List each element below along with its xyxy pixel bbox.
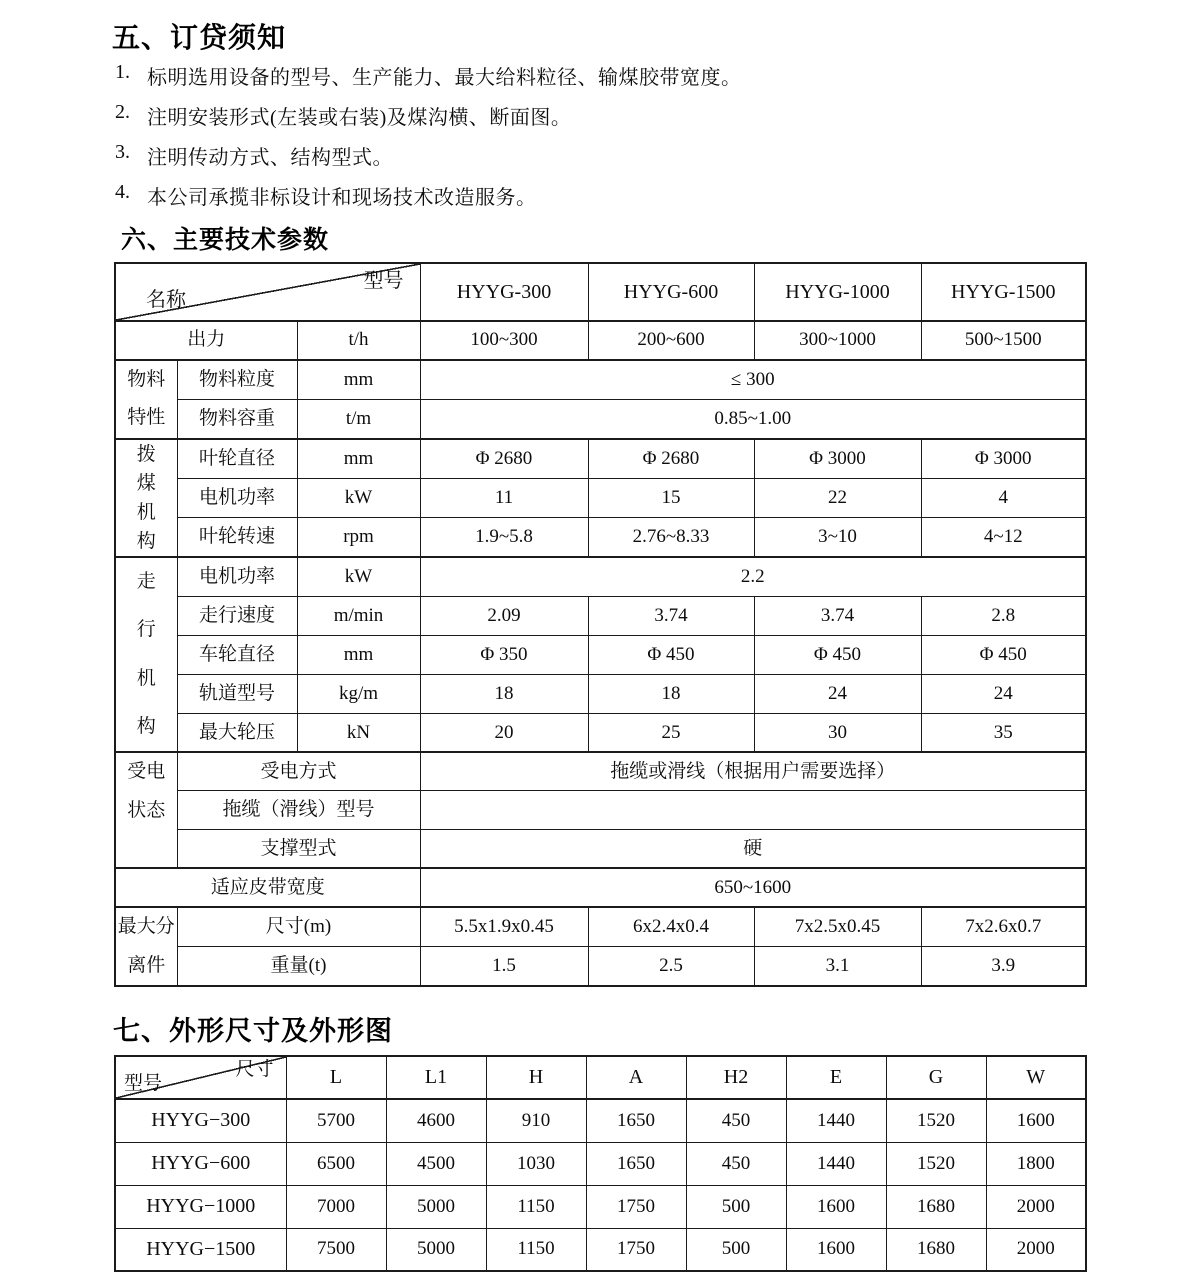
dim-row	[115, 1185, 1086, 1228]
value-cell: 30	[754, 713, 921, 752]
dim-value-cell: 7500	[286, 1228, 386, 1271]
tech-row	[115, 557, 1086, 596]
tech-row	[115, 596, 1086, 635]
dimensions-table	[114, 1055, 1087, 1272]
value-cell: Φ 2680	[588, 439, 754, 478]
value-cell: 24	[921, 674, 1086, 713]
section5-title: 五、订贷须知	[112, 22, 287, 53]
param-label-cell: 尺寸(m)	[177, 907, 420, 947]
dim-value-cell: 5700	[286, 1099, 386, 1142]
dim-value-cell: 2000	[986, 1185, 1086, 1228]
unit-cell: mm	[297, 360, 420, 400]
value-cell: 3~10	[754, 518, 921, 557]
corner-cell	[115, 1056, 286, 1099]
note-text: 注明安装形式(左装或右装)及煤沟横、断面图。	[147, 107, 572, 129]
dim-value-cell: 1600	[786, 1185, 886, 1228]
merged-value-cell: ≤ 300	[420, 360, 1086, 400]
tech-row	[115, 518, 1086, 557]
dim-value-cell: 450	[686, 1142, 786, 1185]
value-cell: 22	[754, 478, 921, 517]
group-label-line: 机	[136, 667, 156, 689]
tech-row	[115, 674, 1086, 713]
value-cell: 18	[420, 674, 588, 713]
param-label-cell: 电机功率	[177, 478, 297, 517]
tech-params-table	[114, 262, 1087, 987]
value-cell: Φ 2680	[420, 439, 588, 478]
dim-value-cell: 1440	[786, 1099, 886, 1142]
unit-cell: t/h	[297, 321, 420, 360]
value-cell: 1.9~5.8	[420, 518, 588, 557]
value-cell: 300~1000	[754, 321, 921, 360]
dim-header-cell: A	[586, 1056, 686, 1099]
tech-row	[115, 635, 1086, 674]
dim-value-cell: 7000	[286, 1185, 386, 1228]
merged-value-cell: 拖缆或滑线（根据用户需要选择）	[420, 752, 1086, 791]
dim-value-cell: 1750	[586, 1228, 686, 1271]
model-header-cell: HYYG-300	[420, 263, 588, 321]
value-cell: 15	[588, 478, 754, 517]
tech-row	[115, 868, 1086, 907]
param-label-cell: 物料粒度	[177, 360, 297, 400]
value-cell: 7x2.5x0.45	[754, 907, 921, 947]
unit-cell: kW	[297, 478, 420, 517]
dim-value-cell: 1800	[986, 1142, 1086, 1185]
unit-cell: rpm	[297, 518, 420, 557]
dim-value-cell: 2000	[986, 1228, 1086, 1271]
section7-title: 七、外形尺寸及外形图	[113, 1016, 393, 1046]
merged-value-cell: 650~1600	[420, 868, 1086, 907]
dim-value-cell: 1440	[786, 1142, 886, 1185]
dim-value-cell: 4500	[386, 1142, 486, 1185]
value-cell: 2.76~8.33	[588, 518, 754, 557]
group-label-line: 行	[136, 619, 156, 641]
dim-value-cell: 1600	[786, 1228, 886, 1271]
tech-row	[115, 947, 1086, 987]
corner-bottom-label: 型号	[124, 1073, 163, 1095]
value-cell: 3.9	[921, 947, 1086, 987]
tech-row	[115, 439, 1086, 478]
value-cell: 3.1	[754, 947, 921, 987]
group-cell	[115, 557, 177, 752]
group-label-stack	[116, 908, 177, 985]
dim-value-cell: 1150	[486, 1228, 586, 1271]
group-cell	[115, 752, 177, 868]
note-text: 本公司承揽非标设计和现场技术改造服务。	[147, 187, 537, 209]
note-text: 注明传动方式、结构型式。	[147, 147, 393, 169]
order-note-item	[115, 141, 1015, 169]
value-cell: Φ 450	[588, 635, 754, 674]
model-header-cell: HYYG-1500	[921, 263, 1086, 321]
unit-cell: mm	[297, 439, 420, 478]
unit-cell: kW	[297, 557, 420, 596]
tech-row	[115, 791, 1086, 830]
value-cell: 24	[754, 674, 921, 713]
unit-cell: m/min	[297, 596, 420, 635]
value-cell: 6x2.4x0.4	[588, 907, 754, 947]
dim-header-cell: H2	[686, 1056, 786, 1099]
group-label-line: 构	[136, 715, 156, 737]
model-header-cell: HYYG-600	[588, 263, 754, 321]
tech-row	[115, 399, 1086, 439]
group-label-stack	[116, 440, 177, 556]
unit-cell: mm	[297, 635, 420, 674]
value-cell: 1.5	[420, 947, 588, 987]
param-label-cell: 最大轮压	[177, 713, 297, 752]
dim-header-cell: L1	[386, 1056, 486, 1099]
tech-row	[115, 360, 1086, 400]
dim-value-cell: 1150	[486, 1185, 586, 1228]
note-text: 标明选用设备的型号、生产能力、最大给料粒径、输煤胶带宽度。	[147, 67, 742, 89]
value-cell: 4~12	[921, 518, 1086, 557]
group-label-line: 特性	[127, 407, 166, 429]
param-label-cell: 叶轮转速	[177, 518, 297, 557]
note-number: 1.	[115, 61, 130, 83]
corner-top-label: 型号	[363, 270, 404, 292]
value-cell: 2.8	[921, 596, 1086, 635]
group-label-stack	[116, 753, 177, 830]
value-cell: 5.5x1.9x0.45	[420, 907, 588, 947]
dim-value-cell: 1650	[586, 1099, 686, 1142]
dim-value-cell: 1520	[886, 1099, 986, 1142]
note-number: 3.	[115, 141, 130, 163]
order-note-item	[115, 61, 1015, 89]
value-cell: 11	[420, 478, 588, 517]
dim-header-cell: L	[286, 1056, 386, 1099]
model-cell: HYYG−1500	[115, 1228, 286, 1271]
value-cell: 2.09	[420, 596, 588, 635]
dim-header-cell: E	[786, 1056, 886, 1099]
note-number: 2.	[115, 101, 130, 123]
tech-row	[115, 478, 1086, 517]
value-cell: 18	[588, 674, 754, 713]
order-note-item	[115, 101, 1015, 129]
value-cell: 20	[420, 713, 588, 752]
dim-row	[115, 1142, 1086, 1185]
value-cell: 3.74	[754, 596, 921, 635]
dim-value-cell: 5000	[386, 1228, 486, 1271]
order-note-item	[115, 181, 1015, 209]
dim-value-cell: 1680	[886, 1228, 986, 1271]
dim-value-cell: 1600	[986, 1099, 1086, 1142]
group-cell	[115, 439, 177, 557]
unit-cell: kN	[297, 713, 420, 752]
param-label-cell: 重量(t)	[177, 947, 420, 987]
group-label-line: 受电	[127, 761, 166, 783]
dim-value-cell: 4600	[386, 1099, 486, 1142]
tech-row	[115, 713, 1086, 752]
group-label-line: 机	[136, 502, 156, 524]
value-cell: Φ 450	[921, 635, 1086, 674]
value-cell: 100~300	[420, 321, 588, 360]
unit-cell: t/m	[297, 399, 420, 439]
merged-value-cell: 2.2	[420, 557, 1086, 596]
value-cell: 35	[921, 713, 1086, 752]
group-label-line: 拨	[136, 444, 156, 466]
group-label-line: 最大分	[117, 916, 175, 938]
merged-value-cell: 0.85~1.00	[420, 399, 1086, 439]
group-label-line: 状态	[127, 799, 166, 821]
group-label-line: 走	[136, 571, 156, 593]
param-label-cell: 走行速度	[177, 596, 297, 635]
dim-value-cell: 1030	[486, 1142, 586, 1185]
dim-header-cell: W	[986, 1056, 1086, 1099]
value-cell: Φ 3000	[921, 439, 1086, 478]
dim-value-cell: 1680	[886, 1185, 986, 1228]
group-label-stack	[116, 361, 177, 438]
corner-cell	[115, 263, 420, 321]
group-label-stack	[116, 558, 177, 751]
param-label-cell: 适应皮带宽度	[115, 868, 420, 907]
tech-row	[115, 830, 1086, 869]
corner-bottom-label: 名称	[146, 289, 186, 311]
dim-value-cell: 5000	[386, 1185, 486, 1228]
dim-header-cell: G	[886, 1056, 986, 1099]
dim-value-cell: 1750	[586, 1185, 686, 1228]
section6-title: 六、主要技术参数	[121, 226, 330, 254]
dim-value-cell: 910	[486, 1099, 586, 1142]
merged-value-cell	[420, 791, 1086, 830]
param-label-cell: 电机功率	[177, 557, 297, 596]
group-label-line: 煤	[136, 473, 156, 495]
dim-value-cell: 1650	[586, 1142, 686, 1185]
group-cell	[115, 907, 177, 986]
param-label-cell: 出力	[115, 321, 297, 360]
model-cell: HYYG−300	[115, 1099, 286, 1142]
param-label-cell: 支撑型式	[177, 830, 420, 869]
value-cell: 200~600	[588, 321, 754, 360]
param-label-cell: 轨道型号	[177, 674, 297, 713]
order-notes-list	[115, 61, 1015, 221]
value-cell: 25	[588, 713, 754, 752]
value-cell: 2.5	[588, 947, 754, 987]
dim-value-cell: 500	[686, 1228, 786, 1271]
param-label-cell: 受电方式	[177, 752, 420, 791]
value-cell: Φ 3000	[754, 439, 921, 478]
value-cell: 4	[921, 478, 1086, 517]
note-number: 4.	[115, 181, 130, 203]
dim-header-row	[115, 1056, 1086, 1099]
model-cell: HYYG−1000	[115, 1185, 286, 1228]
dim-row	[115, 1228, 1086, 1271]
value-cell: Φ 350	[420, 635, 588, 674]
corner-top-label: 尺寸	[235, 1059, 274, 1080]
group-label-line: 物料	[127, 368, 166, 390]
dim-header-cell: H	[486, 1056, 586, 1099]
value-cell: 3.74	[588, 596, 754, 635]
param-label-cell: 拖缆（滑线）型号	[177, 791, 420, 830]
value-cell: Φ 450	[754, 635, 921, 674]
tech-row	[115, 907, 1086, 947]
dim-row	[115, 1099, 1086, 1142]
group-label-line: 构	[136, 531, 156, 553]
group-cell	[115, 360, 177, 439]
tech-header-row	[115, 263, 1086, 321]
param-label-cell: 车轮直径	[177, 635, 297, 674]
value-cell: 500~1500	[921, 321, 1086, 360]
param-label-cell: 物料容重	[177, 399, 297, 439]
model-cell: HYYG−600	[115, 1142, 286, 1185]
dim-value-cell: 6500	[286, 1142, 386, 1185]
value-cell: 7x2.6x0.7	[921, 907, 1086, 947]
param-label-cell: 叶轮直径	[177, 439, 297, 478]
dim-value-cell: 1520	[886, 1142, 986, 1185]
merged-value-cell: 硬	[420, 830, 1086, 869]
tech-row	[115, 321, 1086, 360]
dim-value-cell: 450	[686, 1099, 786, 1142]
unit-cell: kg/m	[297, 674, 420, 713]
group-label-line: 离件	[127, 954, 166, 976]
dim-value-cell: 500	[686, 1185, 786, 1228]
tech-row	[115, 752, 1086, 791]
model-header-cell: HYYG-1000	[754, 263, 921, 321]
